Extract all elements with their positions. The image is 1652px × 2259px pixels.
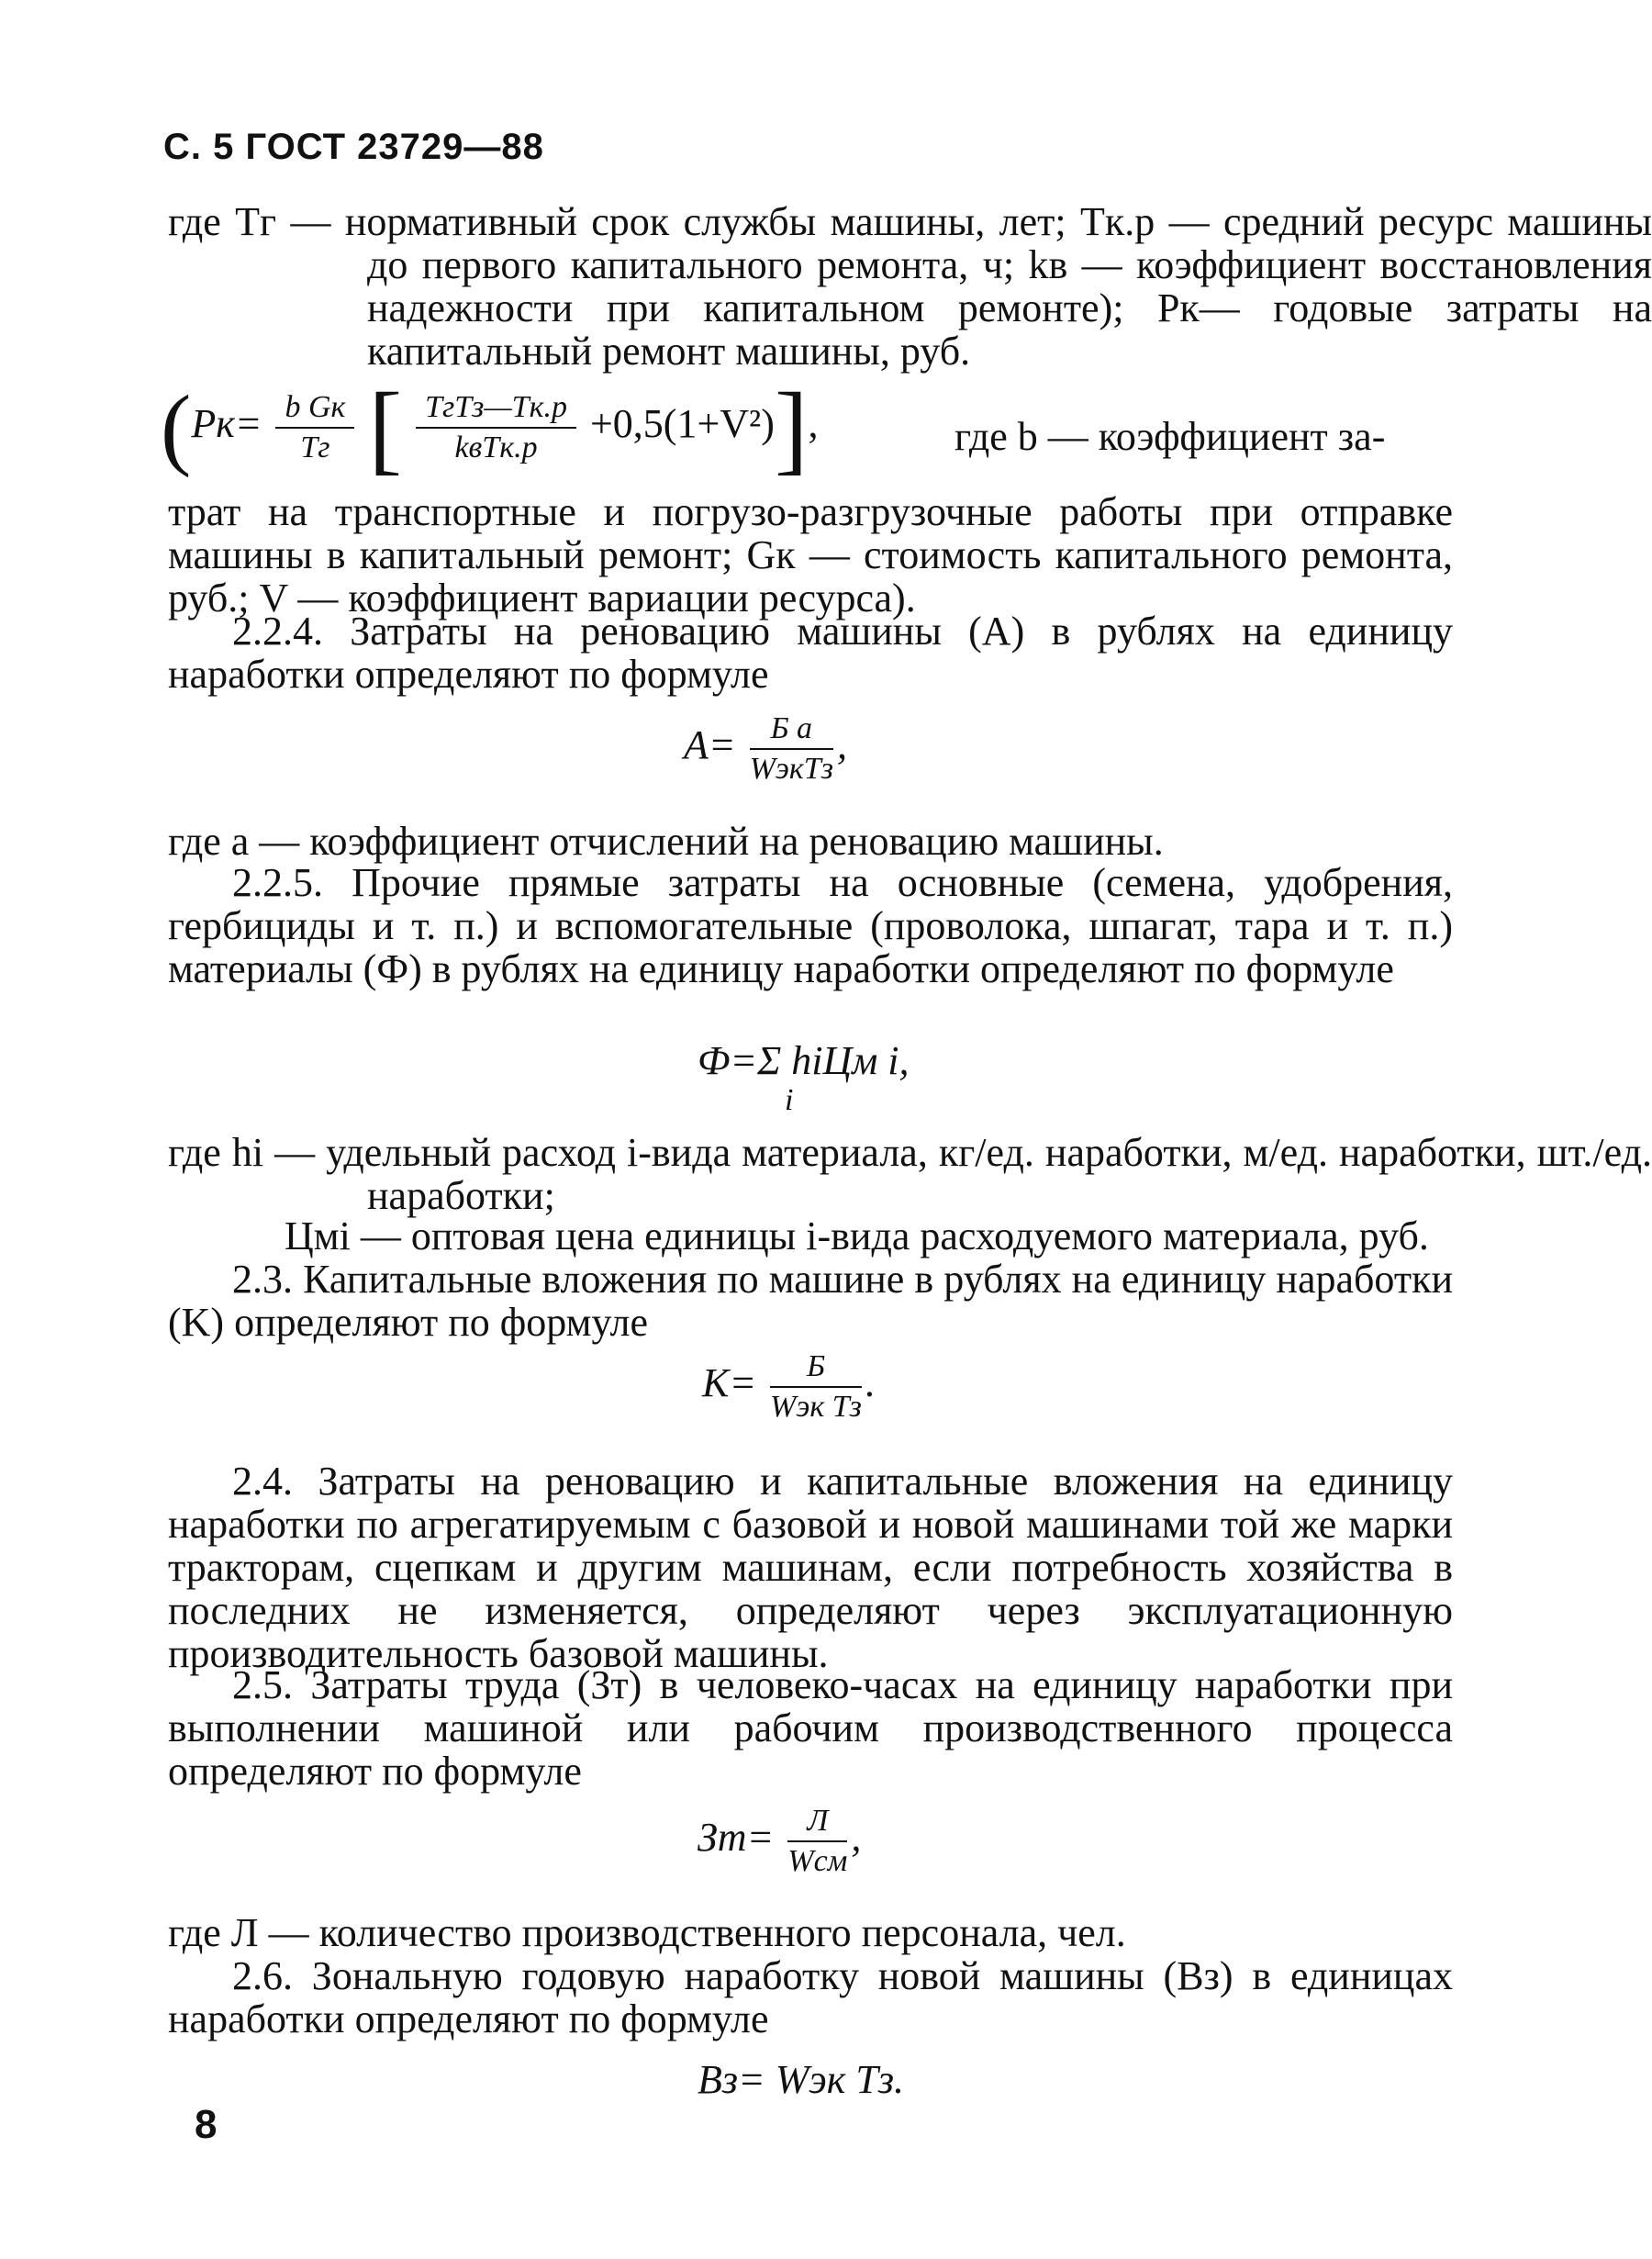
formula-a-end: ,: [836, 722, 847, 768]
formula-z-lhs: Зт=: [698, 1815, 775, 1861]
formula-pk-f1-denominator: Tг: [300, 431, 330, 464]
page-number: 8: [195, 2102, 218, 2147]
paragraph-2-2-4: 2.2.4. Затраты на реновацию машины (A) в рублях на единицу наработки определяют по формуле: [168, 609, 1453, 697]
formula-z-fraction: [787, 1804, 847, 1879]
formula-z-numerator: Л: [787, 1804, 847, 1842]
paragraph-2-6: 2.6. Зональную годовую наработку новой машины (Bз) в единицах наработки определяют по формуле: [168, 1953, 1453, 2041]
formula-a: [684, 711, 847, 787]
formula-pk-lhs: Pк=: [191, 401, 262, 447]
formula-pk-fraction-1: [275, 390, 354, 465]
formula-pk-f2-denominator: kвTк.р: [454, 431, 538, 464]
formula-k-numerator: Б: [770, 1349, 862, 1388]
paragraph-definitions-2: трат на транспортные и погрузо-разгрузочные работы при отправке машины в капитальный ремонт; Gк — стоимость капитального ремонта, руб.; V — коэффициент вариации ресурса).: [168, 489, 1453, 621]
formula-k: [702, 1349, 876, 1425]
formula-k-lhs: K=: [702, 1360, 757, 1406]
paragraph-hi-definition: где hi — удельный расход i-вида материала, кг/ед. наработки, м/ед. наработки, шт./ед. наработки;: [168, 1130, 1652, 1218]
paragraph-2-4: 2.4. Затраты на реновацию и капитальные вложения на единицу наработки по агрегатируемым с базовой и новой машинами той же марки тракторам, сцепкам и другим машинам, если потребность хозяйства в последних не изменяется, определяют через эксплуатационную производительность базовой машины.: [168, 1459, 1453, 1676]
formula-pk-f1-numerator: b Gк: [275, 390, 354, 429]
formula-pk-fraction-2: [416, 390, 576, 465]
formula-f: [698, 1037, 910, 1084]
paragraph-2-2-5: 2.2.5. Прочие прямые затраты на основные (семена, удобрения, гербициды и т. п.) и вспомогательные (проволока, шпагат, тара и т. п.) материалы (Ф) в рублях на единицу наработки определяют по формуле: [168, 860, 1453, 991]
formula-k-fraction: [770, 1349, 862, 1425]
formula-a-lhs: A=: [684, 722, 736, 768]
paragraph-a-definition: где a — коэффициент отчислений на реновацию машины.: [168, 819, 1164, 864]
paragraph-l-definition: где Л — количество производственного персонала, чел.: [168, 1910, 1126, 1955]
formula-k-end: .: [865, 1360, 876, 1406]
paragraph-definitions-1: где Tг — нормативный срок службы машины, лет; Tк.р — средний ресурс машины до первого капитального ремонта, ч; kв — коэффициент восстановления надежности при капитальном ремонте); Pк— годовые затраты на капитальный ремонт машины, руб.: [168, 199, 1652, 374]
formula-z: [698, 1804, 861, 1879]
formula-b: Bз= Wэк Tз.: [698, 2057, 905, 2102]
formula-k-denominator: Wэк Tз: [770, 1390, 862, 1424]
formula-a-numerator: Б a: [750, 711, 833, 750]
formula-z-end: ,: [851, 1815, 862, 1861]
paragraph-cm-definition: Цмi — оптовая цена единицы i-вида расходуемого материала, руб.: [285, 1213, 1429, 1258]
formula-pk-tail: +0,5(1+V²): [589, 401, 775, 447]
formula-z-denominator: Wсм: [787, 1844, 848, 1878]
paragraph-2-5: 2.5. Затраты труда (Зт) в человеко-часах на единицу наработки при выполнении машиной или рабочим производственного процесса определяют по формуле: [168, 1662, 1453, 1794]
formula-pk-after-text: где b — коэффициент за-: [954, 414, 1386, 459]
page-header: С. 5 ГОСТ 23729—88: [163, 127, 544, 167]
formula-f-text: Ф=Σ hiЦм i,: [698, 1038, 910, 1083]
formula-pk-f2-numerator: TгTз—Tк.р: [416, 390, 576, 429]
formula-a-denominator: WэкTз: [749, 752, 833, 786]
formula-pk: (Pк= $\frac{\text{b Gк}}{Tг}$ [ $\frac{\text{TгTз—Tк.р}}{\text{kвTк.р}}$ +0,5(1+V²)],: [161, 372, 819, 484]
formula-a-fraction: [750, 711, 833, 787]
paragraph-2-3: 2.3. Капитальные вложения по машине в рублях на единицу наработки (K) определяют по формуле: [168, 1257, 1453, 1345]
formula-f-index: i: [785, 1083, 794, 1117]
